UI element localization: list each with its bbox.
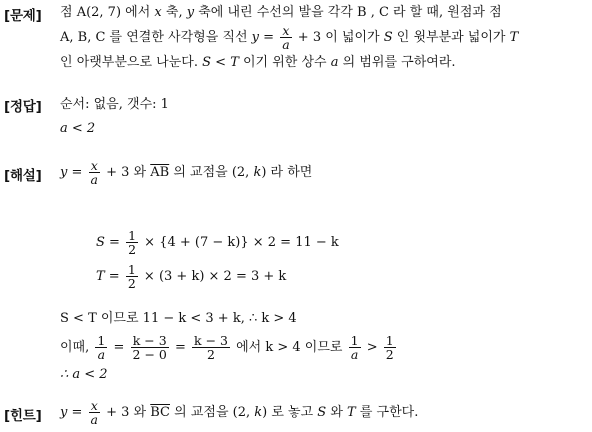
- fraction-one-half: $\frac{1}{2}$: [127, 262, 136, 291]
- inequality-1: S < T 이므로 11 − k < 3 + k, ∴ k > 4: [60, 311, 297, 326]
- final-result: ∴ a < 2: [60, 367, 108, 382]
- fraction-slope: $\frac{k - 3}{2 - 0}$: [132, 333, 167, 362]
- fraction-one-over-a: $\frac{1}{a}$: [97, 333, 106, 362]
- problem-line-2: A, B, C 를 연결한 사각형을 직선 y = $\frac{x}{a}$ + 3 이 넓이가 S 인 윗부분과 넓이가 T: [60, 23, 519, 52]
- problem-line-1: 점 A(2, 7) 에서 x 축, y 축에 내린 수선의 발을 각각 B , C 라 할 때, 원점과 점: [60, 5, 502, 20]
- hint-tag: [힌트]: [4, 408, 42, 424]
- answer-line-1: 순서: 없음, 갯수: 1: [60, 97, 169, 112]
- fraction-one-half: $\frac{1}{2}$: [385, 333, 394, 362]
- fraction-x-over-a: $\frac{x}{a}$: [90, 158, 98, 187]
- inequality-2: 이때, $\frac{1}{a}$ = $\frac{k - 3}{2 - 0}$ = $\frac{k - 3}{2}$ 에서 k > 4 이므로 $\frac{1}{a}$ > $\frac{1}{2}$: [60, 333, 394, 362]
- answer-line-2: a < 2: [60, 121, 96, 136]
- problem-text: [60, 2, 586, 74]
- fraction-x-over-a: $\frac{x}{a}$: [282, 23, 290, 52]
- solution-intro: y = $\frac{x}{a}$ + 3 와 $\overline{AB}$ 의 교점을 (2, k) 라 하면: [60, 158, 313, 187]
- solution-tag: [해설]: [4, 168, 42, 184]
- segment-bc: $\overline{BC}$: [150, 405, 170, 420]
- hint-text: y = $\frac{x}{a}$ + 3 와 $\overline{BC}$ 의 교점을 (2, k) 로 놓고 S 와 T 를 구한다.: [60, 398, 419, 427]
- fraction-one-half: $\frac{1}{2}$: [128, 228, 137, 257]
- answer-tag: [정답]: [4, 99, 42, 115]
- fraction-one-over-a: $\frac{1}{a}$: [350, 333, 359, 362]
- equation-t: T = $\frac{1}{2}$ × (3 + k) × 2 = 3 + k: [96, 262, 287, 291]
- segment-ab: $\overline{AB}$: [150, 165, 170, 180]
- fraction-x-over-a: $\frac{x}{a}$: [90, 398, 98, 427]
- problem-line-3: 인 아랫부분으로 나눈다. S < T 이기 위한 상수 a 의 범위를 구하여라.: [60, 55, 456, 70]
- equation-s: S = $\frac{1}{2}$ × {4 + (7 − k)} × 2 = 11 − k: [96, 228, 339, 257]
- fraction-k-minus-3-over-2: $\frac{k - 3}{2}$: [194, 333, 228, 362]
- problem-tag: [문제]: [4, 8, 42, 24]
